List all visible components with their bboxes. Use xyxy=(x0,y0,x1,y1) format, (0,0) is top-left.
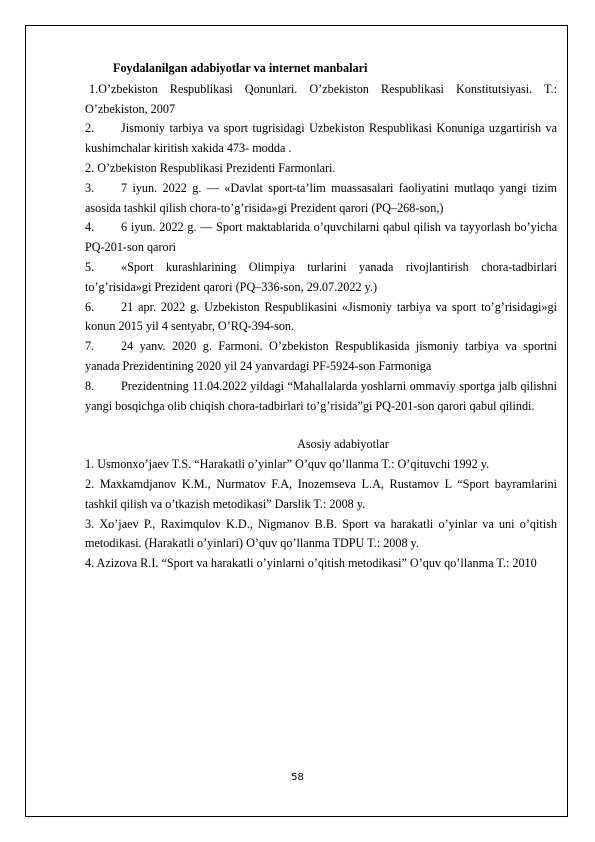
basic-literature-heading: Asosiy adabiyotlar xyxy=(297,437,389,452)
reference-number: 8. xyxy=(85,378,95,393)
reference-number: 5. xyxy=(85,259,95,274)
basic-literature-item: 2. Maxkamdjanov K.M., Nurmatov F.A, Inozemseva L.A, Rustamov L “Sport bayramlarini tashkil qilish va o’tkazish metodikasi” Darslik T.: 2008 y. xyxy=(85,476,557,511)
reference-text: 21 apr. 2022 g. Uzbekiston Respublikasini «Jismoniy tarbiya va sport to’g’risidagi»gi konun 2015 yil 4 sentyabr, O’RQ-394-son. xyxy=(85,299,557,334)
reference-text: «Sport kurashlarining Olimpiya turlarini yanada rivojlantirish chora-tadbirlari to’g’risida»gi Prezident qarori (PQ–336-son, 29.07.2022 y.) xyxy=(85,259,557,294)
reference-item xyxy=(85,218,557,258)
reference-number: 3. xyxy=(85,180,95,195)
reference-number: 4. xyxy=(85,220,95,235)
basic-literature-item: 3. Xo’jaev P., Raximqulov K.D., Nigmanov B.B. Sport va harakatli o’yinlar va uni o’qitish metodikasi. (Harakatli o’yinlari) O’quv qo’llanma TDPU T.: 2008 y. xyxy=(85,516,557,551)
basic-literature-item: 1. Usmonxo’jaev T.S. “Harakatli o’yinlar” O’quv qo’llanma T.: O’qituvchi 1992 y. xyxy=(85,457,490,472)
section-title: Foydalanilgan adabiyotlar va internet manbalari xyxy=(113,61,368,75)
reference-text: Prezidentning 11.04.2022 yildagi “Mahallalarda yoshlarni ommaviy sportga jalb qilishni yangi bosqichga olib chiqish chora-tadbirlari to’g’risida”gi PQ-201-son qarori qabul qilindi. xyxy=(85,378,557,413)
reference-number: 2. xyxy=(85,121,95,136)
basic-literature-item: 4. Azizova R.I. “Sport va harakatli o’yinlarni o’qitish metodikasi” O’quv qo’llanma T.: 2010 xyxy=(85,556,537,571)
reference-item xyxy=(85,337,557,377)
reference-text: 7 iyun. 2022 g. — «Davlat sport-ta’lim muassasalari faoliyatini mutlaqo yangi tizim asosida tashkil qilish chora-to’g’risida»gi Prezident qarori (PQ–268-son,) xyxy=(85,180,557,215)
reference-item xyxy=(85,179,557,219)
reference-item xyxy=(85,119,557,159)
reference-heading-decrees: 2. O’zbekiston Respublikasi Prezidenti Farmonlari. xyxy=(85,160,336,175)
reference-number: 7. xyxy=(85,339,95,354)
reference-item xyxy=(85,377,557,417)
reference-item xyxy=(85,298,557,338)
reference-text: Jismoniy tarbiya va sport tugrisidagi Uzbekiston Respublikasi Konuniga uzgartirish va kushimchalar kiritish xakida 473- modda . xyxy=(85,121,557,156)
reference-text: 24 yanv. 2020 g. Farmoni. O’zbekiston Respublikasida jismoniy tarbiya va sportni yanada Prezidentining 2020 yil 24 yanvardagi PF-5924-son Farmoniga xyxy=(85,339,557,373)
reference-intro: 1.O’zbekiston Respublikasi Qonunlari. O’zbekiston Respublikasi Konstitutsiyasi. T.: O’zbekiston, 2007 xyxy=(85,81,557,116)
reference-item xyxy=(85,258,557,298)
reference-number: 6. xyxy=(85,299,95,314)
document-body xyxy=(85,59,557,574)
reference-text: 6 iyun. 2022 g. — Sport maktablarida o’quvchilarni qabul qilish va tayyorlash bo’yicha PQ-201-son qarori xyxy=(85,220,557,255)
page-number: 58 xyxy=(291,772,304,783)
